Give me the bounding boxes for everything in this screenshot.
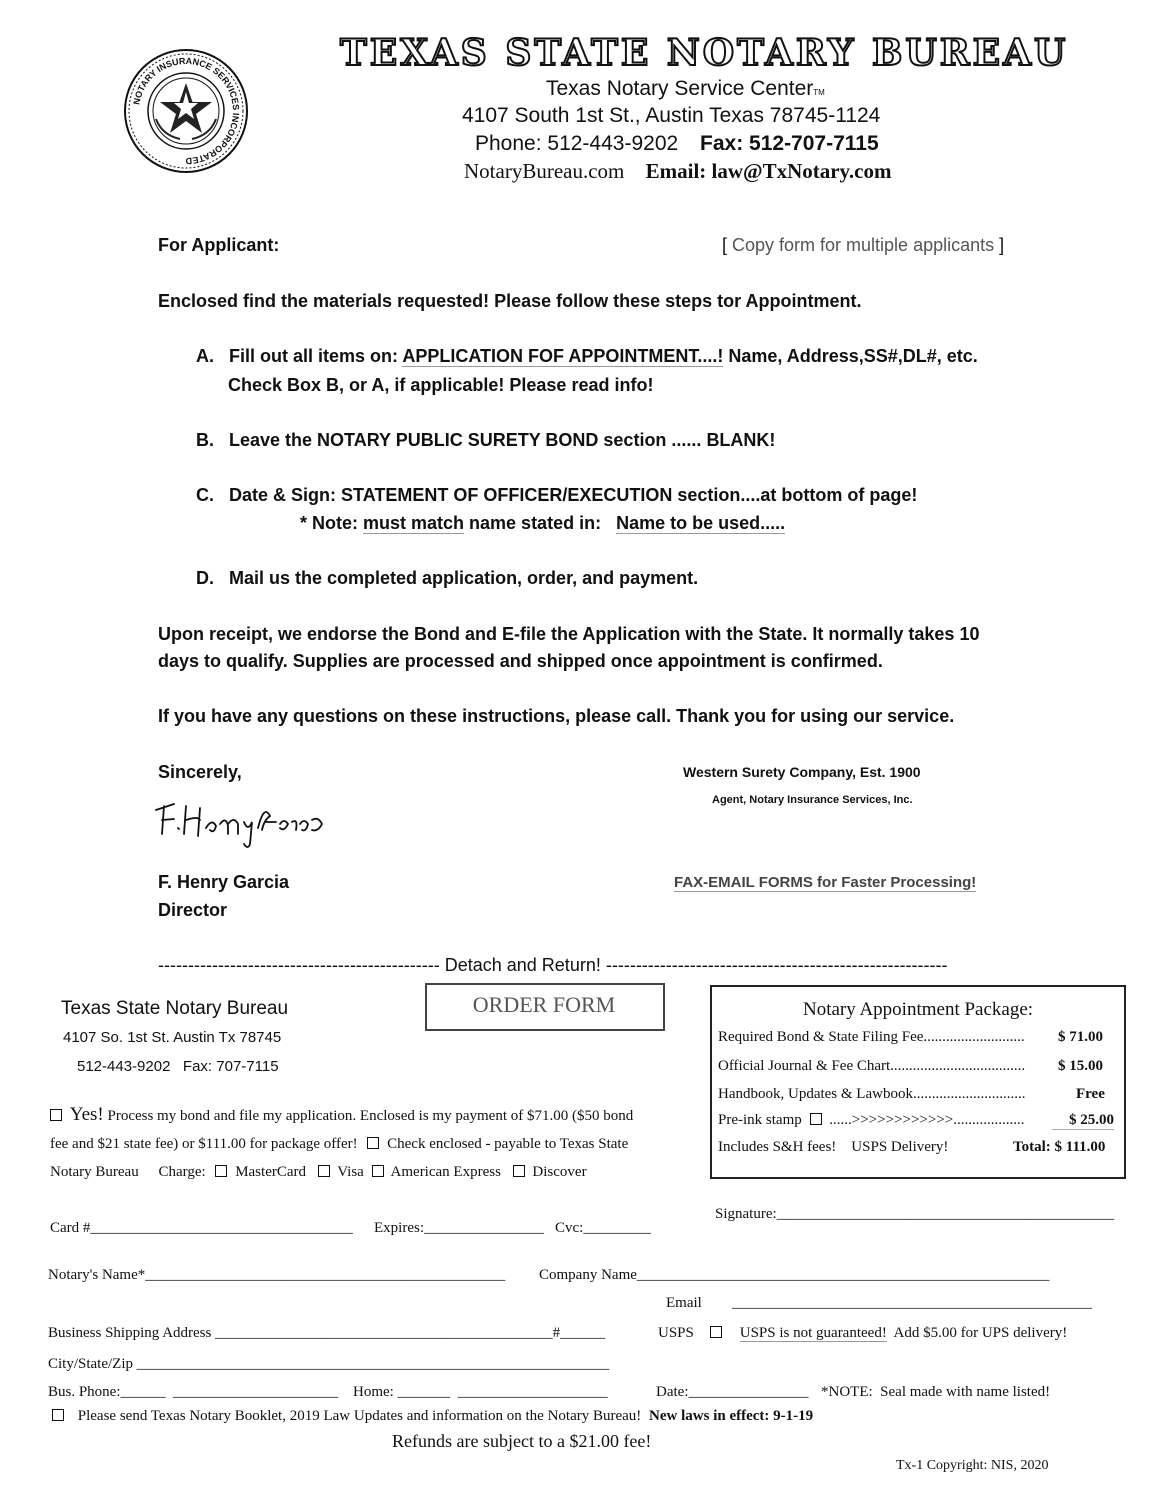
booklet-checkbox[interactable] [52,1409,64,1421]
copy-note-text: Copy form for multiple applicants [732,235,995,255]
header-fax: Fax: 512-707-7115 [700,132,879,155]
refunds-note: Refunds are subject to a $21.00 fee! [392,1431,652,1451]
step-c [196,485,917,506]
order-phone-fax: 512-443-9202 Fax: 707-7115 [77,1058,279,1075]
mastercard-checkbox[interactable] [215,1165,227,1177]
step-a-post: Name, Address,SS#,DL#, etc. [723,346,978,366]
step-c-note [300,513,785,534]
visa-checkbox[interactable] [318,1165,330,1177]
package-price-stamp: $ 25.00 [1052,1112,1114,1130]
shipping-address-field[interactable]: Business Shipping Address _____________________________________________#______ [48,1325,606,1341]
step-b [196,430,775,451]
amex-label: American Express [390,1164,501,1180]
package-total: Total: $ 111.00 [1013,1139,1106,1155]
step-c-label: C. [196,485,214,505]
yes-line-2 [50,1136,628,1153]
expires-field[interactable]: Expires:________________ [374,1220,544,1236]
application-link[interactable]: APPLICATION FOF APPOINTMENT....! [402,346,724,366]
package-item-handbook: Handbook, Updates & Lawbook.............................. [718,1086,1026,1102]
cvc-field[interactable]: Cvc:_________ [555,1220,651,1236]
detach-label: Detach and Return! [439,955,606,975]
bureau-title: TEXAS STATE NOTARY BUREAU [340,32,1069,74]
step-b-text: Leave the NOTARY PUBLIC SURETY BOND section ...... BLANK! [229,430,776,450]
must-match-link[interactable]: must match [363,513,465,533]
step-a-pre: Fill out all items on: [229,346,403,366]
step-a-label: A. [196,346,214,366]
yes-line-3 [50,1164,587,1181]
service-center [546,77,825,101]
card-number-field[interactable]: Card #___________________________________ [50,1220,353,1236]
notary-name-field[interactable]: Notary's Name*________________________________________________ [48,1267,506,1283]
header-web-email [464,159,891,184]
name-to-be-used-link[interactable]: Name to be used..... [616,513,786,533]
yes-label: Yes! [69,1104,104,1125]
signature-field[interactable]: Signature:_____________________________________________ [715,1206,1115,1222]
package-includes: Includes S&H fees! USPS Delivery! [718,1139,949,1155]
usps-not-guaranteed: USPS is not guaranteed! [739,1325,887,1341]
package-item-journal: Official Journal & Fee Chart.................................... [718,1058,1026,1074]
amex-checkbox[interactable] [372,1165,384,1177]
signer-name: F. Henry Garcia [158,872,290,892]
copyright: Tx-1 Copyright: NIS, 2020 [896,1458,1049,1473]
step-c-text: Date & Sign: STATEMENT OF OFFICER/EXECUTION section....at bottom of page! [229,485,918,505]
ups-checkbox[interactable] [710,1326,722,1338]
usps-notice [710,1325,1067,1342]
order-company: Texas State Notary Bureau [61,998,289,1019]
copy-note-open: [ [722,235,733,255]
package-item-stamp-label: Pre-ink stamp [718,1112,802,1128]
seal-note: *NOTE: Seal made with name listed! [821,1384,1051,1400]
email-label: Email [666,1295,702,1311]
receipt-line2: days to qualify. Supplies are processed and shipped once appointment is confirmed. [158,651,883,671]
preink-stamp-checkbox[interactable] [810,1113,822,1125]
email-field[interactable]: ________________________________________________ [732,1295,1092,1311]
fax-email-note[interactable]: FAX-EMAIL FORMS for Faster Processing! [674,874,977,891]
step-a [196,346,978,367]
step-c-note-mid: name stated in: [464,513,617,533]
header-phone: Phone: 512-443-9202 [475,132,679,155]
booklet-text: Please send Texas Notary Booklet, 2019 Law Updates and information on the Notary Bureau! [77,1408,642,1424]
step-d [196,568,698,589]
service-center-name: Texas Notary Service Center [546,77,814,100]
step-c-note-pre: * Note: [300,513,363,533]
signer-title: Director [158,900,228,920]
new-laws: New laws in effect: 9-1-19 [649,1408,814,1424]
charge-label: Charge: [158,1164,206,1180]
step-d-label: D. [196,568,214,588]
visa-label: Visa [337,1164,364,1180]
questions-text: If you have any questions on these instructions, please call. Thank you for using our service. [158,706,955,726]
city-state-zip-field[interactable]: City/State/Zip _______________________________________________________________ [48,1356,610,1372]
yes-line1-text: Process my bond and file my application. Enclosed is my payment of $71.00 ($50 bond [103,1108,634,1124]
detach-line [158,955,948,976]
company-name-field[interactable]: Company Name_______________________________________________________ [539,1267,1050,1283]
copy-note [722,235,1004,256]
yes-checkbox[interactable] [50,1109,62,1121]
step-a-line2: Check Box B, or A, if applicable! Please read info! [228,375,654,395]
svg-text:NOTARY INSURANCE SERVICES INCO: NOTARY INSURANCE SERVICES INCORPORATED [131,55,242,167]
discover-checkbox[interactable] [513,1165,525,1177]
sincerely: Sincerely, [158,762,242,782]
header-email[interactable]: Email: law@TxNotary.com [645,159,892,183]
intro-text: Enclosed find the materials requested! Please follow these steps tor Appointment. [158,291,862,311]
order-form-title: ORDER FORM [472,992,616,1017]
header-website[interactable]: NotaryBureau.com [464,159,625,183]
usps-label: USPS [658,1325,694,1341]
package-price-bond: $ 71.00 [1058,1029,1103,1045]
mastercard-label: MasterCard [235,1164,306,1180]
bus-phone-field[interactable]: Bus. Phone:______ ______________________ [48,1384,339,1400]
step-b-label: B. [196,430,214,450]
handwritten-signature [152,790,332,850]
check-enclosed-checkbox[interactable] [367,1137,379,1149]
yes-line2-text: fee and $21 state fee) or $111.00 for package offer! [50,1136,358,1152]
copy-note-close: ] [994,235,1005,255]
package-item-bond: Required Bond & State Filing Fee........................... [718,1029,1025,1045]
trademark: TM [813,88,825,97]
header-phone-fax [475,132,879,156]
detach-dashes-right: --------------------------------------------------------- [605,955,948,975]
package-item-stamp-dots: ......>>>>>>>>>>>>................... [829,1112,1025,1128]
order-address: 4107 So. 1st St. Austin Tx 78745 [63,1029,282,1046]
package-price-journal: $ 15.00 [1058,1058,1103,1074]
header-address: 4107 South 1st St., Austin Texas 78745-1124 [462,104,881,127]
for-applicant-label: For Applicant: [158,235,280,255]
receipt-line1: Upon receipt, we endorse the Bond and E-file the Application with the State. It normally takes 10 [158,624,980,644]
home-phone-field[interactable]: Home: _______ ____________________ [353,1384,608,1400]
notary-seal-logo [122,47,250,175]
surety-company: Western Surety Company, Est. 1900 [683,764,921,780]
ups-add-note: Add $5.00 for UPS delivery! [886,1325,1068,1341]
step-d-text: Mail us the completed application, order, and payment. [229,568,699,588]
booklet-request [52,1408,813,1425]
yes-line-1 [50,1104,633,1126]
package-item-stamp [718,1112,1025,1129]
yes-line3-text: Notary Bureau [50,1164,139,1180]
check-enclosed-label: Check enclosed - payable to Texas State [387,1136,629,1152]
discover-label: Discover [532,1164,587,1180]
package-title: Notary Appointment Package: [803,999,1034,1020]
agent-line: Agent, Notary Insurance Services, Inc. [712,794,913,806]
date-field[interactable]: Date:________________ [656,1384,809,1400]
detach-dashes-left: ----------------------------------------------- [158,955,440,975]
package-price-handbook: Free [1076,1086,1105,1102]
